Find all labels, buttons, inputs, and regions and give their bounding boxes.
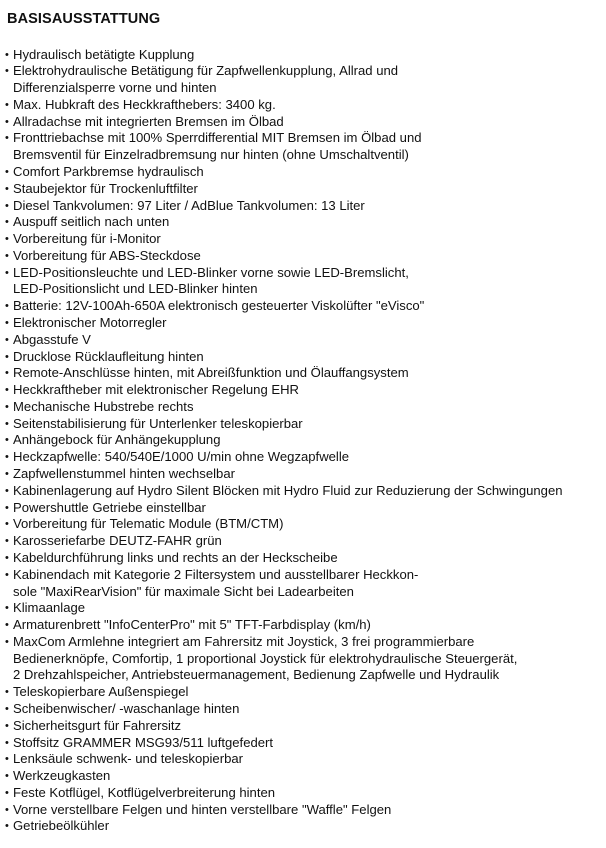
list-item: [5, 63, 605, 97]
list-item: [5, 298, 605, 315]
list-item: [5, 248, 605, 265]
list-item: [5, 97, 605, 114]
list-item-text: • Werkzeugkasten: [13, 768, 111, 784]
list-item-text: • Drucklose Rücklaufleitung hinten: [13, 348, 204, 364]
list-item: [5, 516, 605, 533]
list-item: [5, 164, 605, 181]
list-item: [5, 550, 605, 567]
list-item-text: • Abgasstufe V: [13, 331, 91, 347]
list-item-text: • Anhängebock für Anhängekupplung: [13, 432, 221, 448]
list-item: [5, 265, 605, 299]
list-item-text: • Klimaanlage: [13, 600, 86, 616]
list-item: [5, 365, 605, 382]
list-item: [5, 735, 605, 752]
list-item: [5, 382, 605, 399]
list-item-text: • Hydraulisch betätigte Kupplung: [13, 46, 195, 62]
list-item-text: • Comfort Parkbremse hydraulisch: [13, 163, 204, 179]
list-item-text: • Batterie: 12V-100Ah-650A elektronisch gesteuerter Viskolüfter "eVisco": [13, 298, 425, 314]
list-item: [5, 416, 605, 433]
list-item-text: • Remote-Anschlüsse hinten, mit Abreißfunktion und Ölauffangsystem: [13, 365, 409, 381]
list-item: [5, 785, 605, 802]
list-item-text: • Kabinenlagerung auf Hydro Silent Blöcken mit Hydro Fluid zur Reduzierung der Schwingungen: [13, 482, 563, 498]
list-item-text: • Max. Hubkraft des Heckkrafthebers: 3400 kg.: [13, 96, 276, 112]
list-item-text: • Elektronischer Motorregler: [13, 315, 167, 330]
list-item-text: 2 Drehzahlspeicher, Antriebsteuermanagement, Bedienung Zapfwelle und Hydraulik: [13, 667, 500, 683]
list-item: [5, 483, 605, 500]
list-item: [5, 718, 605, 735]
list-item-text: • Lenksäule schwenk- und teleskopierbar: [13, 751, 244, 767]
list-item: [5, 500, 605, 517]
list-item: [5, 432, 605, 449]
list-item: [5, 449, 605, 466]
list-item-text: • Vorbereitung für Telematic Module (BTM/CTM): [13, 516, 284, 532]
list-item-text: • Seitenstabilisierung für Unterlenker teleskopierbar: [13, 415, 303, 431]
list-item: [5, 399, 605, 416]
list-item: [5, 802, 605, 819]
list-item: [5, 684, 605, 701]
list-item-text: • Getriebeölkühler: [13, 818, 110, 834]
list-item-text: • Sicherheitsgurt für Fahrersitz: [13, 717, 182, 733]
list-item-text: • Feste Kotflügel, Kotflügelverbreiterung hinten: [13, 784, 276, 800]
list-item-text: • Kabeldurchführung links und rechts an der Heckscheibe: [13, 549, 338, 565]
list-item-text: • Vorbereitung für i-Monitor: [13, 231, 161, 247]
equipment-list: [5, 47, 605, 836]
list-item-text: • Auspuff seitlich nach unten: [13, 214, 170, 230]
list-item: [5, 315, 605, 332]
list-item: [5, 600, 605, 617]
list-item-text: Differenzialsperre vorne und hinten: [13, 80, 217, 96]
list-item-text: • Heckzapfwelle: 540/540E/1000 U/min ohne Wegzapfwelle: [13, 449, 350, 465]
list-item-text: • Vorbereitung für ABS-Steckdose: [13, 247, 201, 263]
list-item: [5, 349, 605, 366]
list-item: [5, 130, 605, 164]
list-item: [5, 617, 605, 634]
list-item: [5, 198, 605, 215]
list-item: [5, 181, 605, 198]
list-item: [5, 332, 605, 349]
page-title: BASISAUSSTATTUNG: [7, 11, 161, 27]
list-item: [5, 818, 605, 835]
list-item: [5, 533, 605, 550]
list-item-text: • Elektrohydraulische Betätigung für Zapfwellenkupplung, Allrad und: [13, 63, 399, 79]
list-item-text: • Heckkraftheber mit elektronischer Regelung EHR: [13, 382, 300, 398]
list-item: [5, 634, 605, 684]
list-item: [5, 214, 605, 231]
list-item-text: • Powershuttle Getriebe einstellbar: [13, 499, 206, 515]
list-item: [5, 466, 605, 483]
list-item-text: • Teleskopierbare Außenspiegel: [13, 684, 189, 700]
list-item-text: • Fronttriebachse mit 100% Sperrdifferential MIT Bremsen im Ölbad und: [13, 130, 422, 146]
list-item: [5, 751, 605, 768]
list-item: [5, 114, 605, 131]
list-item-text: • Stoffsitz GRAMMER MSG93/511 luftgefedert: [13, 734, 274, 750]
list-item-text: • Armaturenbrett "InfoCenterPro" mit 5" TFT-Farbdisplay (km/h): [13, 617, 371, 633]
list-item-text: • MaxCom Armlehne integriert am Fahrersitz mit Joystick, 3 frei programmierbare: [13, 633, 475, 649]
list-item: [5, 701, 605, 718]
list-item-text: • Zapfwellenstummel hinten wechselbar: [13, 466, 235, 482]
list-item-text: • LED-Positionsleuchte und LED-Blinker vorne sowie LED-Bremslicht,: [13, 264, 409, 280]
list-item-text: • Vorne verstellbare Felgen und hinten verstellbare "Waffle" Felgen: [13, 801, 392, 817]
list-item-text: • Allradachse mit integrierten Bremsen im Ölbad: [13, 113, 284, 129]
list-item-text: • Mechanische Hubstrebe rechts: [13, 398, 194, 414]
list-item-text: • Kabinendach mit Kategorie 2 Filtersystem und ausstellbarer Heckkon-: [13, 566, 419, 582]
list-item-text: LED-Positionslicht und LED-Blinker hinten: [13, 281, 258, 297]
list-item: [5, 47, 605, 64]
list-item-text: sole "MaxiRearVision" für maximale Sicht bei Ladearbeiten: [13, 583, 354, 599]
list-item: [5, 567, 605, 601]
list-item-text: • Staubejektor für Trockenluftfilter: [13, 180, 198, 196]
list-item: [5, 768, 605, 785]
list-item: [5, 231, 605, 248]
list-item-text: Bremsventil für Einzelradbremsung nur hinten (ohne Umschaltventil): [13, 147, 409, 163]
list-item-text: Bedienerknöpfe, Comfortip, 1 proportional Joystick für elektrohydraulische Steuergerät,: [13, 650, 518, 666]
list-item-text: • Diesel Tankvolumen: 97 Liter / AdBlue Tankvolumen: 13 Liter: [13, 197, 365, 213]
list-item-text: • Scheibenwischer/ -waschanlage hinten: [13, 700, 240, 716]
list-item-text: • Karosseriefarbe DEUTZ-FAHR grün: [13, 533, 222, 549]
